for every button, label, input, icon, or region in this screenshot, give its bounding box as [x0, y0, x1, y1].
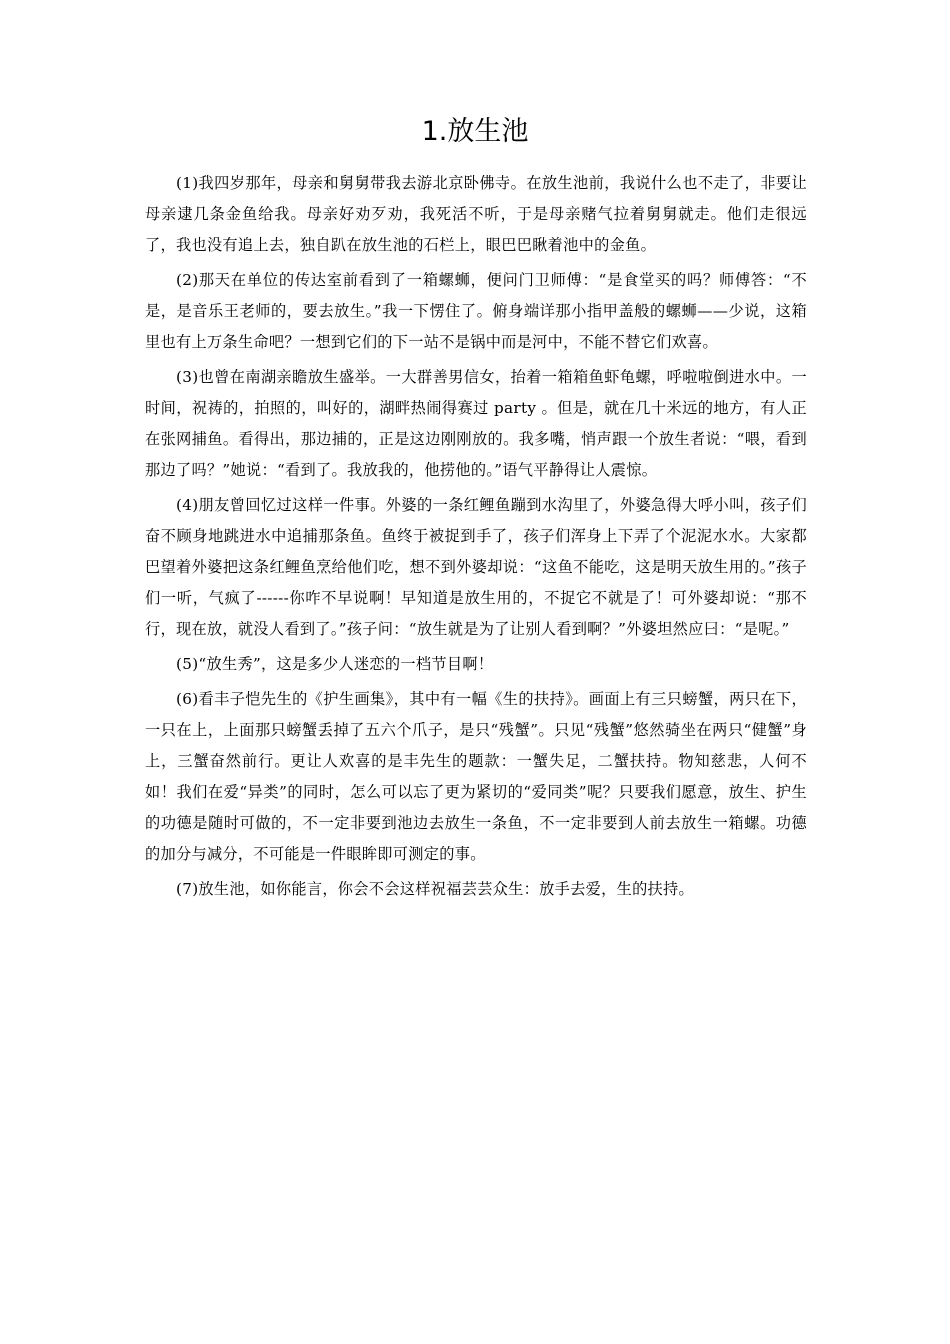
document-title: 1.放生池 [421, 116, 529, 147]
paragraph-2: (2)那天在单位的传达室前看到了一箱螺蛳，便问门卫师傅：“是食堂买的吗？师傅答：“不是，是音乐王老师的，要去放生。”我一下愣住了。俯身端详那小指甲盖般的螺蛳——少说，这箱里也有上万条生命吧？一想到它们的下一站不是锅中而是河中，不能不替它们欢喜。 [145, 271, 807, 351]
document-body [145, 168, 807, 909]
paragraph-4: (4)朋友曾回忆过这样一件事。外婆的一条红鲤鱼蹦到水沟里了，外婆急得大呼小叫，孩子们奋不顾身地跳进水中追捕那条鱼。鱼终于被捉到手了，孩子们浑身上下弄了个泥泥水水。大家都巴望着外婆把这条红鲤鱼烹给他们吃，想不到外婆却说：“这鱼不能吃，这是明天放生用的。”孩子们一听，气疯了------你咋不早说啊！早知道是放生用的，不捉它不就是了！可外婆却说：“那不行，现在放，就没人看到了。”孩子问：“放生就是为了让别人看到啊？”外婆坦然应曰：“是呢。” [145, 496, 807, 638]
paragraph-6: (6)看丰子恺先生的《护生画集》，其中有一幅《生的扶持》。画面上有三只螃蟹，两只在下，一只在上，上面那只螃蟹丢掉了五六个爪子，是只“残蟹”。只见“残蟹”悠然骑坐在两只“健蟹”身上，三蟹奋然前行。更让人欢喜的是丰先生的题款：一蟹失足，二蟹扶持。物知慈悲，人何不如！我们在爱“异类”的同时，怎么可以忘了更为紧切的“爱同类”呢？只要我们愿意，放生、护生的功德是随时可做的，不一定非要到池边去放生一条鱼，不一定非要到人前去放生一箱螺。功德的加分与减分，不可能是一件眼眸即可测定的事。 [145, 690, 807, 863]
paragraph-3: (3)也曾在南湖亲瞻放生盛举。一大群善男信女，抬着一箱箱鱼虾龟螺，呼啦啦倒进水中。一时间，祝祷的，拍照的，叫好的，湖畔热闹得赛过 party 。但是，就在几十米远的地方，有人正在张网捕鱼。看得出，那边捕的，正是这边刚刚放的。我多嘴，悄声跟一个放生者说：“喂，看到那边了吗？”她说：“看到了。我放我的，他捞他的。”语气平静得让人震惊。 [145, 368, 807, 479]
paragraph-7: (7)放生池，如你能言，你会不会这样祝福芸芸众生：放手去爱，生的扶持。 [176, 880, 695, 898]
paragraph-5: (5)“放生秀”，这是多少人迷恋的一档节目啊！ [176, 655, 494, 673]
paragraph-1: (1)我四岁那年，母亲和舅舅带我去游北京卧佛寺。在放生池前，我说什么也不走了，非要让母亲逮几条金鱼给我。母亲好劝歹劝，我死活不听，于是母亲赌气拉着舅舅就走。他们走很远了，我也没有追上去，独自趴在放生池的石栏上，眼巴巴瞅着池中的金鱼。 [145, 174, 807, 254]
